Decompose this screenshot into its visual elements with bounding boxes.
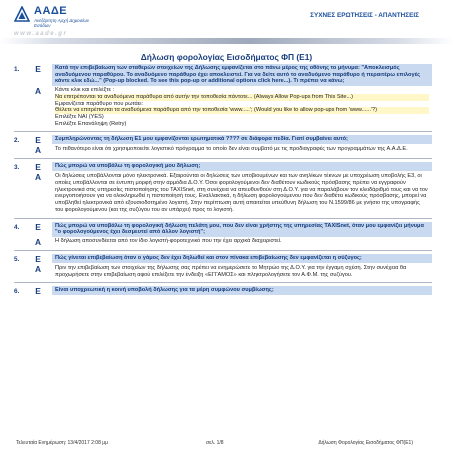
- faq-item: [14, 286, 432, 299]
- faq-question: Κατά την επιβεβαίωση των σταθερών στοιχείων της Δήλωσης εμφανίζεται στο πάνω μέρος της οθόνης το μήνυμα: "Αποκλεισμός αναδυόμενου παραθύρου. Το αναδυόμενο παράθυρο έχει αποκλειστεί. Για να δείτε αυτό το αναδυόμενο παράθυρο ή περαιτέρω επιλογές κάντε κλικ εδώ..." (Pop-up blocked. To see this pop-up or additional options click here...). Τι πρέπει να κάνω;: [52, 64, 432, 86]
- question-letter: Ε: [35, 162, 41, 173]
- answer-letter: Α: [34, 172, 42, 183]
- faq-item: [14, 162, 432, 218]
- answer-letter: Α: [34, 145, 42, 156]
- faq-number: 1.: [14, 66, 20, 73]
- faq-number: 2.: [14, 137, 20, 145]
- answer-line: Πριν την επιβεβαίωση των στοιχείων της δήλωσης σας πρέπει να ενημερώσετε το Μητρώο της Δ.Ο.Υ. για την έγγαμη σχέση. Στην συνέχεια θα προχωρήσετε στην επιβεβαίωση αφού επιλέξετε την ένδειξη «ΕΓΓΑΜΟΣ» και πληκτρολογήσετε τον Α.Φ.Μ. της συζύγου.: [55, 264, 407, 278]
- answer-line: Το πιθανότερο είναι ότι χρησιμοποιείτε λογιστικό πρόγραμμα το οποίο δεν είναι συμβατό με τις προδιαγραφές των προγραμμάτων της Α.Α.Δ.Ε.: [55, 146, 408, 153]
- question-letter: Ε: [35, 286, 41, 297]
- faq-number: 4.: [14, 223, 20, 231]
- page-header: [0, 0, 453, 40]
- faq-number: 6.: [14, 288, 20, 296]
- header-band: [0, 38, 453, 44]
- faq-item: [14, 64, 432, 132]
- answer-letter: Α: [34, 263, 42, 274]
- faq-list: [14, 64, 432, 302]
- faq-question: Συμπληρώνοντας τη δήλωση Ε1 μου εμφανίζονται ερωτηματικά ???? σε διάφορα πεδία. Γιατί συμβαίνει αυτό;: [52, 135, 432, 144]
- question-letter: Ε: [35, 221, 41, 232]
- question-letter: Ε: [35, 253, 41, 264]
- answer-line: Οι δηλώσεις υποβάλλονται μόνο ηλεκτρονικά. Εξαιρούνται οι δηλώσεις των υποβιουμένων και των ανηλίκων τέκνων με υποχρέωση υποβολής Ε3, οι οποίες υποβάλλονται σε έντυπη μορφή στην αρμόδια Δ.Ο.Υ. Όσοι φορολογούμενοι δεν διαθέτουν κωδικούς πρόσβασης πρέπει να εγγραφούν ηλεκτρονικά στις υπηρεσίες πιστοποίησης του TAXISnet, στη συνέχεια να απευθυνθούν στη Δ.Ο.Υ. για να παραλάβουν τον κλειδάριθμό τους και να τον ενεργοποιήσουν για να ολοκληρωθεί η πιστοποίησή τους. Εναλλακτικά, η δήλωση φορολογούμενου που δεν διαθέτει κωδικούς πρόσβασης, μπορεί να υποβληθεί ηλεκτρονικά από εξουσιοδοτημένο λογιστή. Στην περίπτωση αυτή απαιτείται υπεύθυνη δήλωση του Ν.1599/86 με γνήσιο της υπογραφής του φορολογούμενου (και της συζύγου του αν υπάρχει) προς το λογιστή.: [55, 173, 428, 213]
- question-letter: Ε: [35, 135, 41, 146]
- aade-logo: [14, 5, 90, 30]
- faq-item: [14, 135, 432, 159]
- faq-number: 5.: [14, 255, 20, 263]
- document-name: Δήλωση Φορολογίας Εισοδήματος ΦΠ(Ε1): [318, 440, 413, 446]
- faq-number: 3.: [14, 164, 20, 172]
- faq-answer: [52, 264, 432, 279]
- logo-title: ΑΑΔΕ: [34, 5, 68, 17]
- page-number: σελ. 1/8: [206, 440, 224, 446]
- site-url[interactable]: www.aade.gr: [14, 31, 68, 37]
- faq-item: [14, 222, 432, 251]
- faq-question: Πώς μπορώ να υποβάλω τη φορολογική μου δήλωση;: [52, 162, 432, 171]
- aade-logo-mark: [14, 6, 30, 22]
- answer-line: Η δήλωση αποσυνδέεται από τον ίδιο λογιστή-φοροτεχνικό που την έχει αρχικά διαχειριστεί.: [55, 237, 282, 244]
- answer-line: Επιλέξτε ΝΑΙ (YES): [55, 113, 104, 120]
- answer-letter: Α: [34, 86, 42, 97]
- answer-letter: Α: [34, 236, 42, 247]
- faq-answer: [52, 172, 432, 214]
- answer-line: Κάντε κλικ και επιλέξτε :: [55, 87, 115, 94]
- answer-line: Εμφανίζεται παράθυρο που ρωτάει:: [55, 100, 144, 107]
- answer-line: Θέλετε να επιτρέπονται τα αναδυόμενα παράθυρα από την τοποθεσία 'www.....'; (Would you like to allow pop-ups from 'www......'?): [55, 107, 429, 114]
- faq-question: Είναι υποχρεωτική η κοινή υποβολή δήλωσης για τα μέρη συμφώνου συμβίωσης;: [52, 286, 432, 295]
- faq-answer: [52, 145, 432, 154]
- section-title: ΣΥΧΝΕΣ ΕΡΩΤΗΣΕΙΣ - ΑΠΑΝΤΗΣΕΙΣ: [310, 12, 419, 19]
- faq-item: [14, 254, 432, 283]
- last-updated: Τελευταία Ενημέρωση: 13/4/2017 2:08 μμ: [16, 440, 109, 446]
- question-letter: Ε: [35, 64, 41, 74]
- faq-answer: [52, 86, 432, 128]
- answer-line: Να επιτρέπονται τα αναδυόμενα παράθυρα από αυτήν την τοποθεσία πάντοτε... (Always Allow Pop-ups from This Site...): [55, 94, 429, 101]
- faq-question: Πώς γίνεται επιβεβαίωση όταν ο γάμος δεν έχει δηλωθεί και στον πίνακα επιβεβαίωσης δεν εμφανίζεται η σύζυγος;: [52, 254, 432, 263]
- answer-line: Επιλέξτε Επανάληψη (Retry): [55, 120, 127, 127]
- page-title: Δήλωση φορολογίας Εισοδήματος ΦΠ (Ε1): [140, 52, 313, 62]
- faq-answer: [52, 237, 432, 246]
- logo-subtitle: Ανεξάρτητη Αρχή Δημοσίων Εσόδων: [34, 18, 90, 28]
- faq-question: Πώς μπορώ να υποβάλω τη φορολογική δήλωση πελάτη μου, που δεν είναι χρήστης της υπηρεσίας TAXISnet, όταν μου εμφανίζει μήνυμα "ο φορολογούμενος έχει δεσμευτεί από άλλον λογιστή";: [52, 222, 432, 237]
